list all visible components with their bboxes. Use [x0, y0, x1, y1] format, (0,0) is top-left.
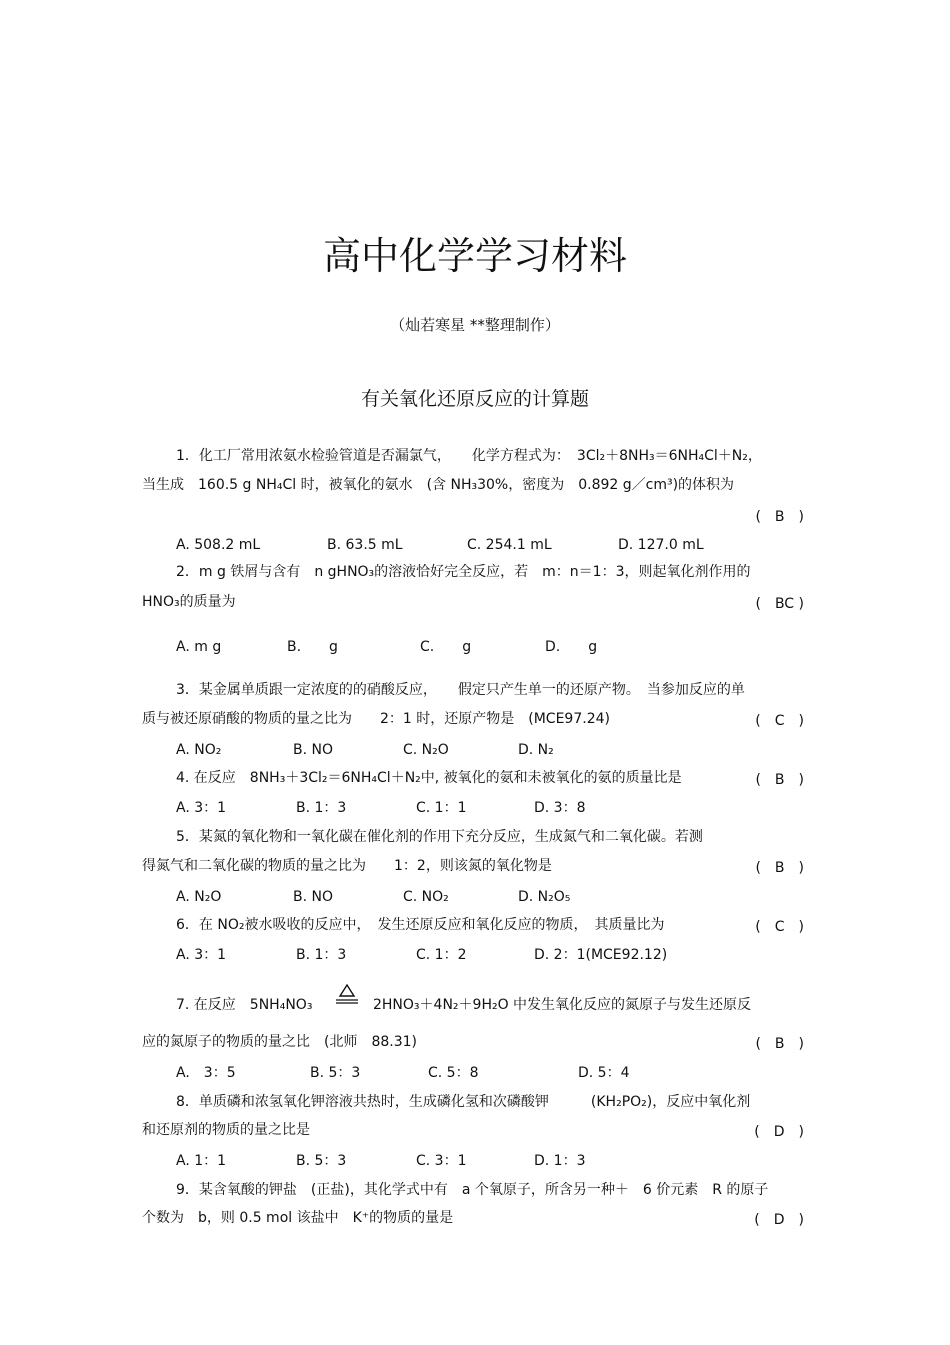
q3-option-c: C. N₂O [403, 742, 449, 758]
q7-option-a: A. 3：5 [176, 1065, 236, 1081]
q5-option-a: A. N₂O [176, 889, 222, 905]
q5-answer: ( B ) [755, 860, 804, 876]
q3-option-b: B. NO [293, 742, 333, 758]
q8-line2: 和还原剂的物质的量之比是 [142, 1122, 310, 1138]
q5-line2: 得氮气和二氧化碳的物质的量之比为 1：2，则该氮的氧化物是 [142, 858, 552, 874]
q2-option-d: D. g [545, 639, 598, 655]
page-subtitle: （灿若寒星 **整理制作） [390, 316, 560, 334]
q4-answer: ( B ) [755, 772, 804, 788]
q8-line1: 8．单质磷和浓氢氧化钾溶液共热时，生成磷化氢和次磷酸钾 (KH₂PO₂)，反应中氧化剂 [176, 1094, 751, 1110]
q1-option-b: B. 63.5 mL [327, 537, 403, 553]
q3-option-a: A. NO₂ [176, 742, 222, 758]
q7-answer: ( B ) [755, 1036, 804, 1052]
q2-option-c: C. g [420, 639, 472, 655]
q2-line2: HNO₃的质量为 [142, 594, 236, 610]
q1-option-d: D. 127.0 mL [618, 537, 704, 553]
section-title: 有关氧化还原反应的计算题 [360, 388, 589, 410]
q7-line1-part2: 2HNO₃＋4N₂＋9H₂O 中发生氧化反应的氮原子与发生还原反 [373, 997, 752, 1013]
q1-option-a: A. 508.2 mL [176, 537, 261, 553]
q1-option-c: C. 254.1 mL [467, 537, 552, 553]
q8-option-d: D. 1：3 [534, 1153, 586, 1169]
q2-line1: 2．m g 铁屑与含有 n gHNO₃的溶液恰好完全反应，若 m：n＝1：3，则起氧化剂作用的 [176, 564, 751, 580]
q8-option-c: C. 3：1 [416, 1153, 467, 1169]
q3-option-d: D. N₂ [518, 742, 554, 758]
q4-line1: 4. 在反应 8NH₃＋3Cl₂＝6NH₄Cl＋N₂中, 被氧化的氨和未被氧化的氨的质量比是 [176, 770, 682, 786]
q6-answer: ( C ) [755, 919, 804, 935]
q6-option-a: A. 3：1 [176, 947, 227, 963]
q8-option-b: B. 5：3 [296, 1153, 347, 1169]
q5-option-d: D. N₂O₅ [518, 889, 571, 905]
q1-line2: 当生成 160.5 g NH₄Cl 时，被氧化的氨水 (含 NH₃30%，密度为 0.892 g／cm³)的体积为 [142, 477, 735, 493]
q3-answer: ( C ) [755, 713, 804, 729]
q5-line1: 5．某氮的氧化物和一氧化碳在催化剂的作用下充分反应，生成氮气和二氧化碳。若测 [176, 829, 703, 845]
heat-triangle-icon [336, 982, 358, 1004]
q8-answer: ( D ) [754, 1124, 804, 1140]
q7-line1-part1: 7. 在反应 5NH₄NO₃ [176, 997, 313, 1013]
q2-answer: ( BC ) [755, 596, 804, 612]
q5-option-b: B. NO [293, 889, 333, 905]
q7-option-c: C. 5：8 [428, 1065, 479, 1081]
q1-line1: 1．化工厂常用浓氨水检验管道是否漏氯气， 化学方程式为： 3Cl₂＋8NH₃＝6NH₄Cl＋N₂， [176, 448, 762, 464]
q4-option-a: A. 3：1 [176, 800, 227, 816]
q6-option-c: C. 1：2 [416, 947, 467, 963]
q8-option-a: A. 1：1 [176, 1153, 227, 1169]
q9-line1: 9．某含氧酸的钾盐 (正盐)，其化学式中有 a 个氧原子，所含另一种＋ 6 价元素 R 的原子 [176, 1182, 769, 1198]
q3-line1: 3．某金属单质跟一定浓度的的硝酸反应， 假定只产生单一的还原产物。 当参加反应的单 [176, 682, 745, 698]
page-title: 高中化学学习材料 [322, 234, 627, 278]
q4-option-c: C. 1：1 [416, 800, 467, 816]
q6-option-d: D. 2：1(MCE92.12) [534, 947, 668, 963]
q4-option-d: D. 3：8 [534, 800, 586, 816]
q7-line2: 应的氮原子的物质的量之比 (北师 88.31) [142, 1034, 418, 1050]
q4-option-b: B. 1：3 [296, 800, 347, 816]
q2-option-b: B. g [287, 639, 338, 655]
q7-option-d: D. 5：4 [578, 1065, 630, 1081]
q9-line2: 个数为 b，则 0.5 mol 该盐中 K⁺的物质的量是 [142, 1210, 454, 1226]
q1-answer: ( B ) [755, 509, 804, 525]
q2-option-a: A. m g [176, 639, 222, 655]
q7-option-b: B. 5：3 [310, 1065, 361, 1081]
q5-option-c: C. NO₂ [403, 889, 449, 905]
q9-answer: ( D ) [754, 1212, 804, 1228]
q3-line2: 质与被还原硝酸的物质的量之比为 2：1 时，还原产物是 (MCE97.24) [142, 711, 610, 727]
q6-option-b: B. 1：3 [296, 947, 347, 963]
q6-line1: 6．在 NO₂被水吸收的反应中， 发生还原反应和氧化反应的物质， 其质量比为 [176, 917, 665, 933]
